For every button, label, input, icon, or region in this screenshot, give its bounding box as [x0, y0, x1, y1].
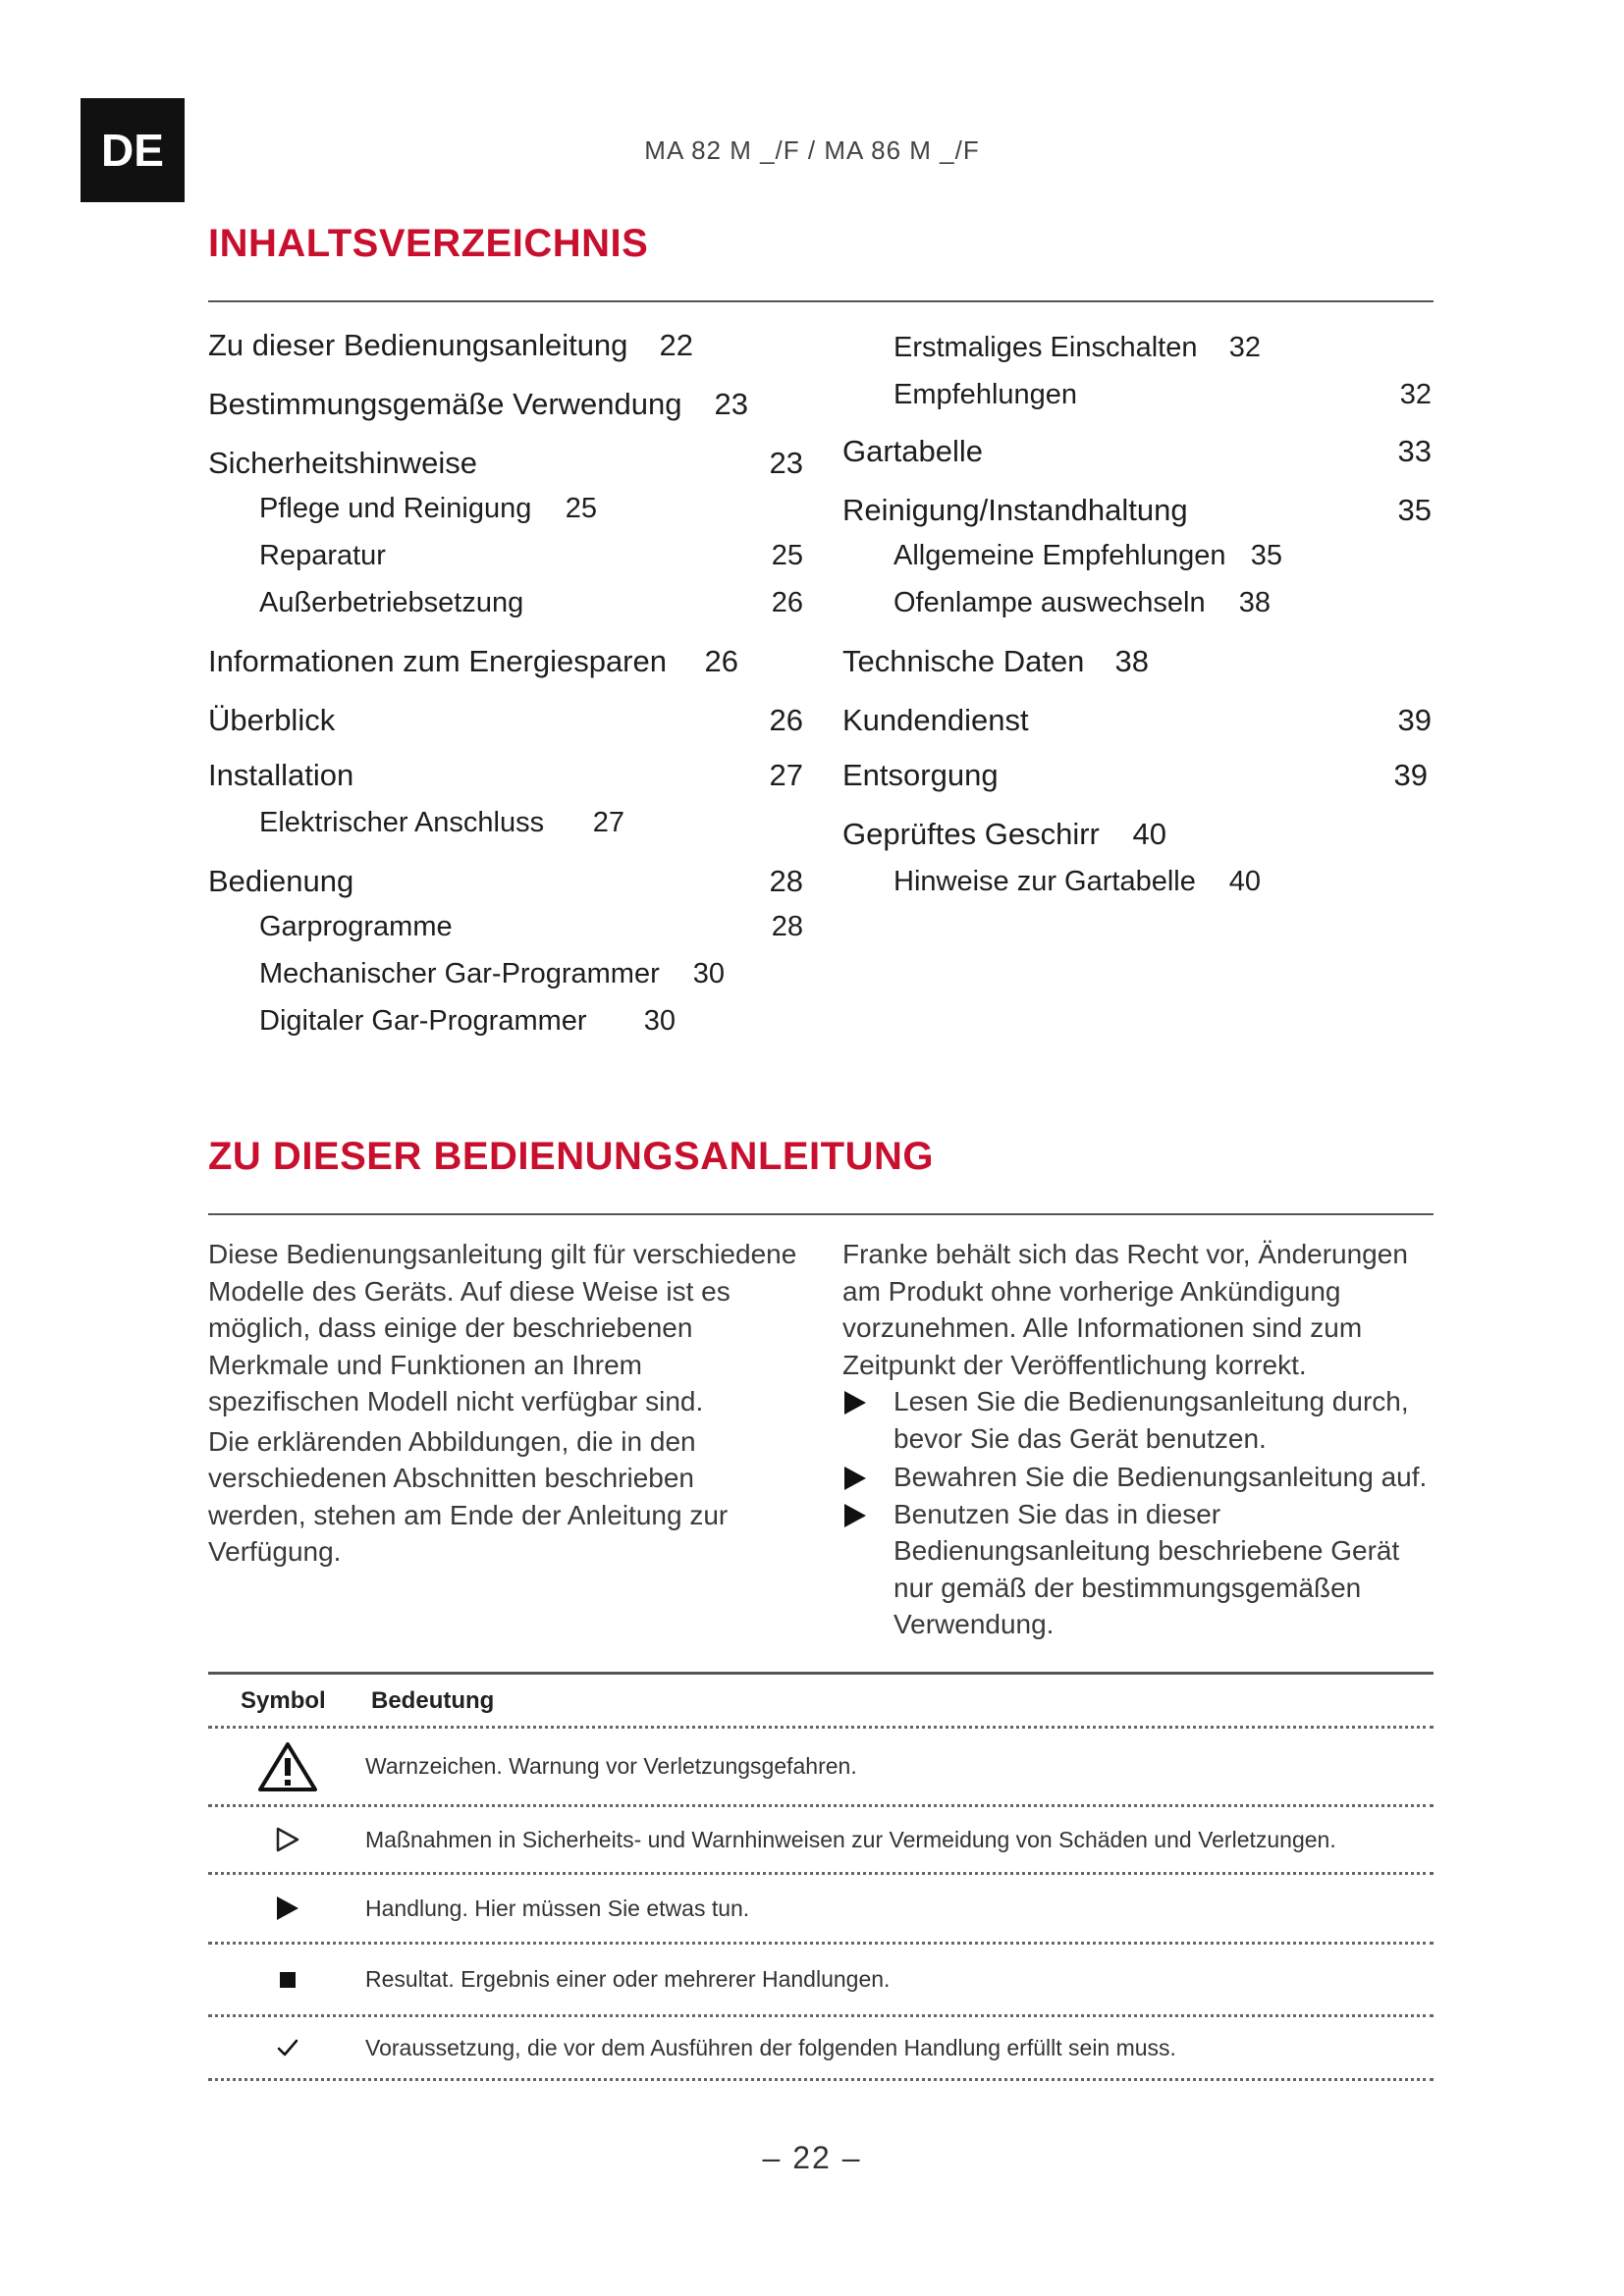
symbol-meaning: Handlung. Hier müssen Sie etwas tun. — [365, 1895, 750, 1921]
manual-section-rule — [208, 1213, 1434, 1215]
toc-entry-page: 30 — [643, 1005, 676, 1037]
symbol-meaning: Warnzeichen. Warnung vor Verletzungsgefahren. — [365, 1753, 857, 1779]
toc-entry-page: 26 — [769, 703, 803, 737]
toc-entry-text: Gartabelle — [842, 434, 984, 468]
toc-entry-page: 35 — [1397, 493, 1432, 527]
toc-entry-page: 26 — [771, 587, 803, 618]
toc-entry-text: Bedienung — [208, 864, 354, 898]
toc-entry[interactable] — [893, 868, 1261, 896]
toc-entry[interactable] — [259, 542, 803, 570]
toc-entry-text: Reinigung/Instandhaltung — [842, 493, 1188, 527]
toc-entry[interactable] — [842, 760, 1428, 790]
bullet-text: Benutzen Sie das in dieser Bedienungsanleitung beschriebene Gerät nur gemäß der bestimmungsgemäßen Verwendung. — [893, 1498, 1400, 1639]
outline-triangle-icon — [247, 1807, 328, 1872]
manual-paragraph: Die erklärenden Abbildungen, die in den verschiedenen Abschnitten beschrieben werden, stehen am Ende der Anleitung zur Verfügung. — [208, 1425, 729, 1567]
toc-entry-text: Elektrischer Anschluss — [259, 807, 545, 838]
toc-entry-text: Informationen zum Energiesparen — [208, 644, 667, 678]
toc-entry-page: 25 — [771, 540, 803, 571]
toc-entry-page: 22 — [659, 328, 693, 362]
toc-entry-text: Ofenlampe auswechseln — [893, 587, 1206, 618]
symbol-row — [208, 1945, 1434, 2017]
toc-entry[interactable] — [842, 819, 1166, 849]
page-number: – 22 – — [762, 2140, 862, 2175]
toc-entry-page: 28 — [769, 864, 803, 898]
checkmark-icon — [247, 2017, 328, 2078]
toc-entry[interactable] — [259, 589, 803, 617]
toc-entry-page: 27 — [769, 758, 803, 792]
action-arrow-icon — [844, 1467, 866, 1490]
toc-entry[interactable] — [208, 760, 803, 790]
toc-entry[interactable] — [208, 646, 738, 676]
toc-entry-text: Sicherheitshinweise — [208, 446, 477, 480]
toc-entry-text: Digitaler Gar-Programmer — [259, 1005, 587, 1037]
meaning-column-header: Bedeutung — [371, 1687, 495, 1714]
toc-entry-text: Erstmaliges Einschalten — [893, 332, 1198, 363]
toc-entry[interactable] — [259, 1007, 676, 1036]
symbol-meaning: Resultat. Ergebnis einer oder mehrerer Handlungen. — [365, 1966, 891, 1992]
symbol-row — [208, 1875, 1434, 1945]
symbol-table-header — [208, 1675, 1434, 1729]
toc-entry-page: 28 — [771, 911, 803, 942]
toc-entry[interactable] — [893, 542, 1282, 570]
toc-entry[interactable] — [893, 381, 1432, 409]
action-arrow-icon — [844, 1391, 866, 1415]
filled-square-icon — [247, 1945, 328, 2014]
manual-right-intro: Franke behält sich das Recht vor, Änderungen am Produkt ohne vorherige Ankündigung vorzunehmen. Alle Informationen sind zum Zeitpunkt der Veröffentlichung korrekt. — [842, 1239, 1408, 1380]
toc-entry[interactable] — [893, 589, 1271, 617]
toc-entry-page: 40 — [1132, 817, 1166, 851]
manual-paragraph: Diese Bedienungsanleitung gilt für verschiedene Modelle des Geräts. Auf diese Weise ist es möglich, dass einige der beschriebenen Merkmale und Funktionen an Ihrem spezifischen Modell nicht verfügbar sind. — [208, 1239, 797, 1416]
toc-entry[interactable] — [842, 495, 1432, 525]
warning-triangle-icon — [247, 1729, 328, 1804]
toc-entry-text: Außerbetriebsetzung — [259, 587, 524, 618]
toc-entry[interactable] — [842, 646, 1149, 676]
manual-left-text — [208, 1236, 797, 1571]
symbol-row — [208, 1729, 1434, 1807]
bullet-text: Lesen Sie die Bedienungsanleitung durch, bevor Sie das Gerät benutzen. — [893, 1386, 1409, 1454]
toc-entry[interactable] — [259, 960, 725, 988]
bullet-item — [842, 1496, 1432, 1643]
toc-entry[interactable] — [259, 809, 624, 837]
toc-entry-text: Installation — [208, 758, 354, 792]
language-badge: DE — [81, 98, 185, 202]
toc-entry-page: 39 — [1397, 703, 1432, 737]
symbol-table — [208, 1675, 1434, 2081]
toc-rule — [208, 300, 1434, 302]
symbol-meaning: Maßnahmen in Sicherheits- und Warnhinweisen zur Vermeidung von Schäden und Verletzungen. — [365, 1826, 1336, 1852]
toc-entry-page: 38 — [1114, 644, 1149, 678]
toc-entry-page: 40 — [1228, 866, 1261, 897]
toc-entry-text: Pflege und Reinigung — [259, 493, 532, 524]
toc-entry-page: 30 — [692, 958, 725, 989]
toc-entry[interactable] — [893, 334, 1261, 362]
symbol-column-header: Symbol — [241, 1687, 326, 1714]
action-arrow-icon — [844, 1504, 866, 1527]
toc-entry[interactable] — [259, 495, 597, 523]
symbol-row — [208, 1807, 1434, 1875]
toc-entry[interactable] — [842, 705, 1432, 735]
toc-entry-page: 27 — [592, 807, 624, 838]
toc-entry[interactable] — [208, 389, 748, 419]
toc-entry-page: 32 — [1399, 379, 1432, 410]
toc-entry-text: Garprogramme — [259, 911, 453, 942]
toc-entry-page: 33 — [1397, 434, 1432, 468]
filled-triangle-icon — [247, 1875, 328, 1942]
toc-entry[interactable] — [208, 448, 803, 478]
toc-entry-text: Technische Daten — [842, 644, 1085, 678]
toc-entry-text: Überblick — [208, 703, 336, 737]
toc-entry-text: Kundendienst — [842, 703, 1029, 737]
toc-entry-page: 23 — [714, 387, 748, 421]
toc-entry[interactable] — [208, 330, 693, 360]
toc-entry-page: 39 — [1393, 758, 1428, 792]
toc-entry[interactable] — [208, 705, 803, 735]
bullet-item — [842, 1459, 1432, 1496]
toc-entry-text: Reparatur — [259, 540, 386, 571]
toc-entry-text: Empfehlungen — [893, 379, 1078, 410]
toc-entry-text: Zu dieser Bedienungsanleitung — [208, 328, 628, 362]
manual-section-title: ZU DIESER BEDIENUNGSANLEITUNG — [208, 1135, 934, 1178]
bullet-item — [842, 1383, 1432, 1457]
model-header: MA 82 M _/F / MA 86 M _/F — [644, 135, 980, 165]
toc-entry[interactable] — [259, 913, 803, 941]
symbol-meaning: Voraussetzung, die vor dem Ausführen der folgenden Handlung erfüllt sein muss. — [365, 2034, 1176, 2060]
toc-entry-page: 32 — [1228, 332, 1261, 363]
toc-entry-text: Allgemeine Empfehlungen — [893, 540, 1226, 571]
toc-entry-text: Entsorgung — [842, 758, 999, 792]
manual-bullet-list — [842, 1383, 1432, 1643]
toc-entry[interactable] — [842, 436, 1432, 466]
toc-title: INHALTSVERZEICHNIS — [208, 222, 649, 265]
toc-entry[interactable] — [208, 866, 803, 896]
toc-entry-text: Bestimmungsgemäße Verwendung — [208, 387, 682, 421]
toc-entry-page: 38 — [1238, 587, 1271, 618]
toc-entry-page: 26 — [704, 644, 738, 678]
symbol-row — [208, 2017, 1434, 2081]
toc-entry-text: Hinweise zur Gartabelle — [893, 866, 1196, 897]
toc-entry-page: 23 — [769, 446, 803, 480]
bullet-text: Bewahren Sie die Bedienungsanleitung auf. — [893, 1462, 1428, 1492]
toc-entry-text: Mechanischer Gar-Programmer — [259, 958, 660, 989]
toc-entry-page: 25 — [565, 493, 597, 524]
toc-entry-text: Geprüftes Geschirr — [842, 817, 1100, 851]
toc-entry-page: 35 — [1250, 540, 1282, 571]
